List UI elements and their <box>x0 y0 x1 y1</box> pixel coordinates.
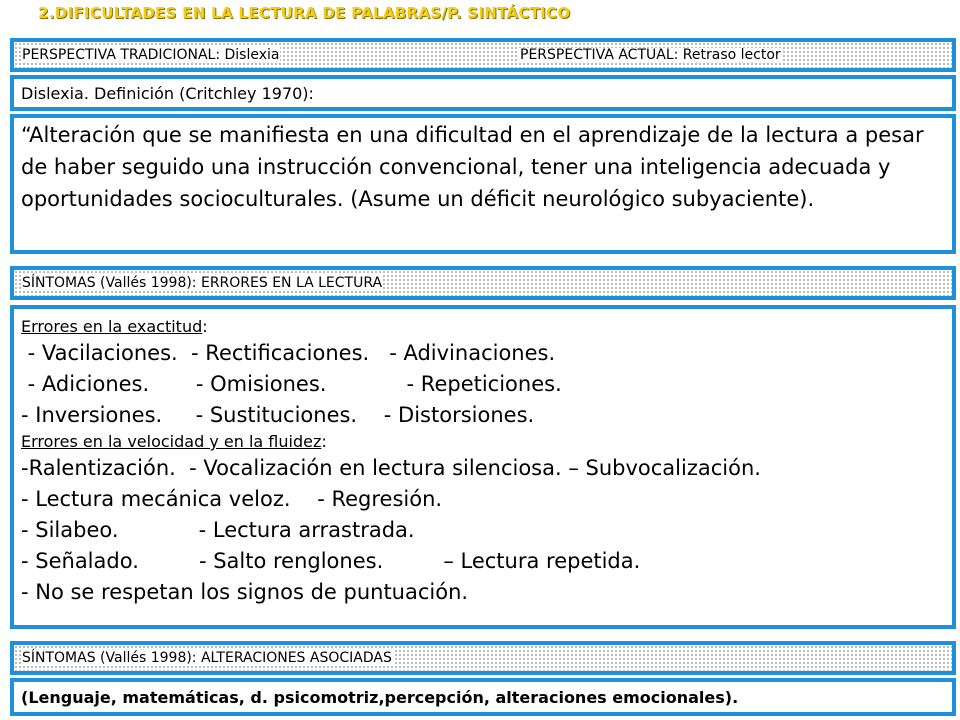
speed-line-2: - Lectura mecánica veloz. - Regresión. <box>21 487 443 511</box>
definition-heading-bar <box>10 75 956 111</box>
definition-text: “Alteración que se manifiesta en una dificultad en el aprendizaje de la lectura a pesar de haber seguido una instrucción convencional, tener una inteligencia adecuada y oportunidades socioculturales. (Asume un déficit neurológico subyaciente). <box>21 123 924 211</box>
speed-subheading <box>21 431 952 453</box>
definition-heading: Dislexia. Definición (Critchley 1970): <box>21 84 314 103</box>
symptoms-errors-heading: SÍNTOMAS (Vallés 1998): ERRORES EN LA LECTURA <box>22 275 383 291</box>
traditional-perspective-label: PERSPECTIVA TRADICIONAL: Dislexia <box>22 47 280 63</box>
perspectives-bar <box>10 38 956 72</box>
accuracy-colon: : <box>202 317 208 336</box>
speed-line-1: -Ralentización. - Vocalización en lectura silenciosa. – Subvocalización. <box>21 456 761 480</box>
symptoms-assoc-box <box>10 678 956 716</box>
errors-box <box>10 305 956 629</box>
definition-box <box>10 114 956 254</box>
slide-title: 2.DIFICULTADES EN LA LECTURA DE PALABRAS/P. SINTÁCTICO <box>38 4 571 22</box>
speed-line-3: - Silabeo. - Lectura arrastrada. <box>21 518 415 542</box>
accuracy-label: Errores en la exactitud <box>21 317 203 336</box>
accuracy-line-3: - Inversiones. - Sustituciones. - Distorsiones. <box>21 403 535 427</box>
accuracy-line-1: - Vacilaciones. - Rectificaciones. - Adivinaciones. <box>21 341 556 365</box>
accuracy-line-2: - Adiciones. - Omisiones. - Repeticiones. <box>21 372 562 396</box>
current-perspective-label: PERSPECTIVA ACTUAL: Retraso lector <box>520 47 781 63</box>
speed-line-4: - Señalado. - Salto renglones. – Lectura repetida. <box>21 549 641 573</box>
symptoms-assoc-text: (Lenguaje, matemáticas, d. psicomotriz,percepción, alteraciones emocionales). <box>21 688 739 707</box>
speed-line-5: - No se respetan los signos de puntuación. <box>21 580 469 604</box>
speed-label: Errores en la velocidad y en la fluidez <box>21 432 322 451</box>
symptoms-assoc-bar <box>10 641 956 675</box>
symptoms-errors-bar <box>10 266 956 300</box>
accuracy-subheading <box>21 316 952 338</box>
speed-colon: : <box>321 432 327 451</box>
symptoms-assoc-heading: SÍNTOMAS (Vallés 1998): ALTERACIONES ASOCIADAS <box>22 650 392 666</box>
